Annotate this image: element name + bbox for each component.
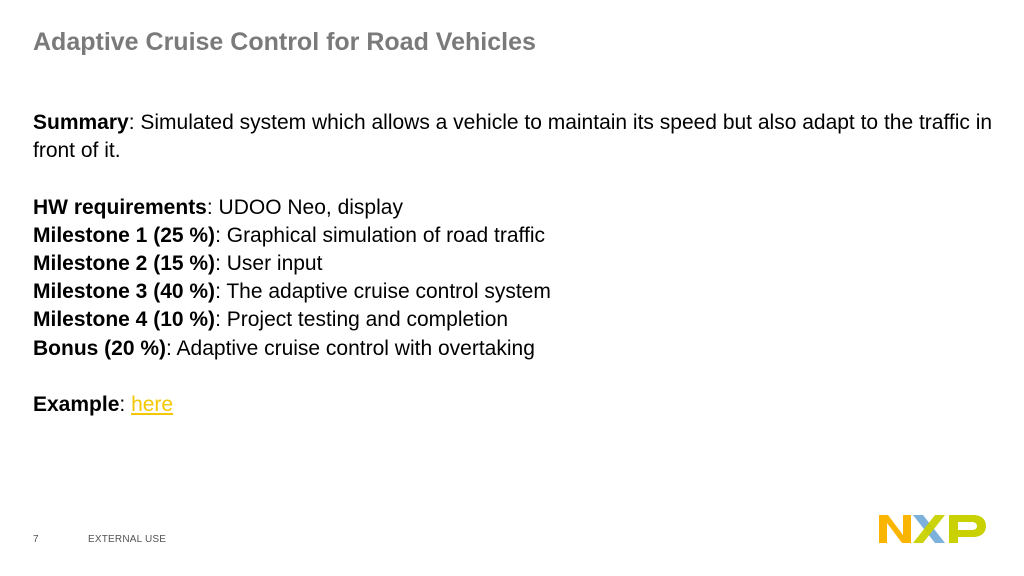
hw-requirements-label: HW requirements xyxy=(33,195,207,219)
summary-label: Summary xyxy=(33,111,129,134)
page-number: 7 xyxy=(33,534,39,545)
spacer xyxy=(33,165,993,193)
milestone-2-text: : User input xyxy=(215,252,323,275)
nxp-logo xyxy=(879,513,987,545)
milestone-2-label: Milestone 2 (15 %) xyxy=(33,252,216,275)
classification-label: EXTERNAL USE xyxy=(88,534,167,545)
milestone-1-text: : Graphical simulation of road traffic xyxy=(215,223,545,247)
milestone-4-text: : Project testing and completion xyxy=(215,308,509,332)
milestone-3-text: : The adaptive cruise control system xyxy=(215,280,551,304)
example-link[interactable]: here xyxy=(131,393,174,416)
summary-text: : Simulated system which allows a vehicle to maintain its speed but also adapt to the traffic in front of it. xyxy=(33,111,993,163)
example-label: Example xyxy=(33,393,120,416)
milestone-1-label: Milestone 1 (25 %) xyxy=(33,223,216,247)
hw-requirements-line xyxy=(33,194,993,222)
summary-paragraph xyxy=(33,109,993,165)
logo-n-shape xyxy=(879,515,911,543)
hw-requirements-text: : UDOO Neo, display xyxy=(206,195,403,219)
bonus-line xyxy=(33,335,993,363)
slide-title: Adaptive Cruise Control for Road Vehicles xyxy=(33,28,536,56)
milestone-4-line xyxy=(33,306,993,334)
milestone-1-line xyxy=(33,222,993,250)
milestone-4-label: Milestone 4 (10 %) xyxy=(33,308,216,332)
bonus-label: Bonus (20 %) xyxy=(33,336,167,360)
example-separator: : xyxy=(119,393,132,416)
example-line xyxy=(33,391,993,419)
milestone-3-line xyxy=(33,278,993,306)
logo-p-shape xyxy=(949,515,986,543)
milestone-3-label: Milestone 3 (40 %) xyxy=(33,280,216,304)
spacer xyxy=(33,363,993,391)
milestone-2-line xyxy=(33,250,993,278)
bonus-text: : Adaptive cruise control with overtaking xyxy=(166,336,535,360)
slide-body xyxy=(33,109,993,419)
